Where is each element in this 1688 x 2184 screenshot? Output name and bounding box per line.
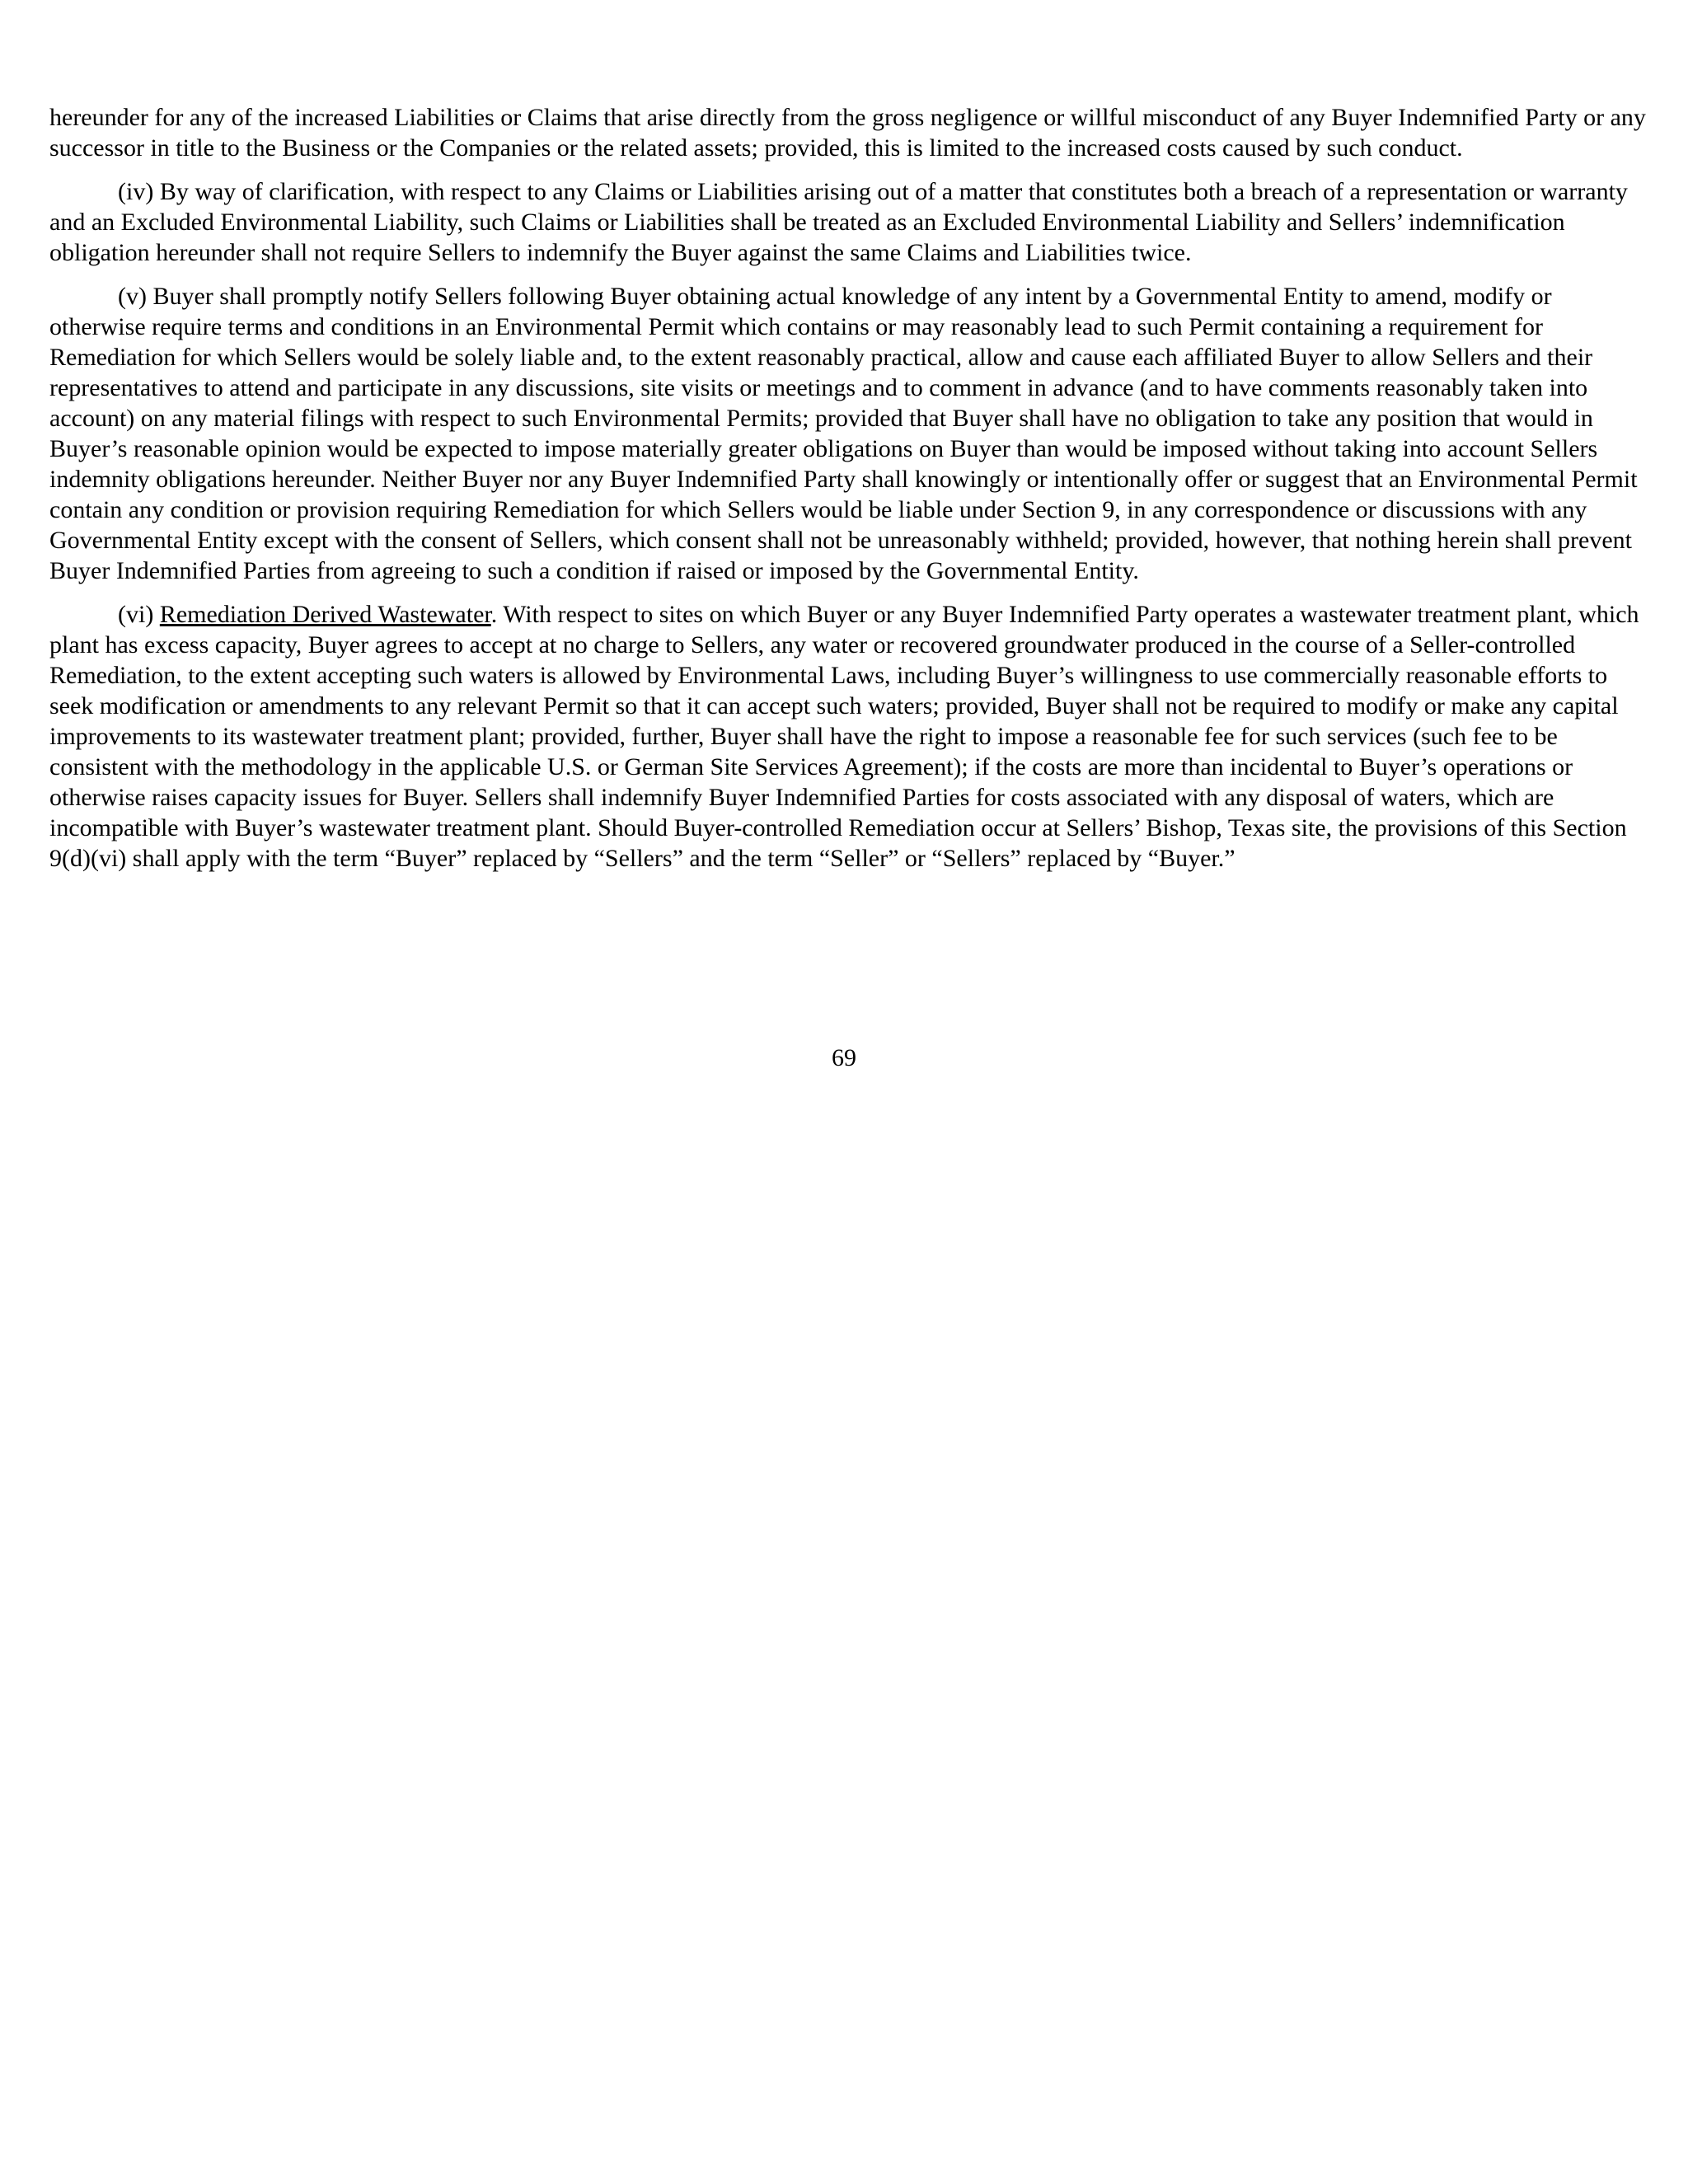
paragraph-vi-body: . With respect to sites on which Buyer or any Buyer Indemnified Party operates a wastewater treatment plant, which plant has excess capacity, Buyer agrees to accept at no charge to Sellers, any water or recovered groundwater produced in the course of a Seller-controlled Remediation, to the extent accepting such waters is allowed by Environmental Laws, including Buyer’s willingness to use commercially reasonable efforts to seek modification or amendments to any relevant Permit so that it can accept such waters; provided, Buyer shall not be required to modify or make any capital improvements to its wastewater treatment plant; provided, further, Buyer shall have the right to impose a reasonable fee for such services (such fee to be consistent with the methodology in the applicable U.S. or German Site Services Agreement); if the costs are more than incidental to Buyer’s operations or otherwise raises capacity issues for Buyer. Sellers shall indemnify Buyer Indemnified Parties for costs associated with any disposal of waters, which are incompatible with Buyer’s wastewater treatment plant. Should Buyer-controlled Remediation occur at Sellers’ Bishop, Texas site, the provisions of this Section 9(d)(vi) shall apply with the term “Buyer” replaced by “Sellers” and the term “Seller” or “Sellers” replaced by “Buyer.” xyxy=(49,601,1639,872)
paragraph-vi xyxy=(49,599,1648,874)
paragraph-iv: (iv) By way of clarification, with respect to any Claims or Liabilities arising out of a matter that constitutes both a breach of a representation or warranty and an Excluded Environmental Liability, such Claims or Liabilities shall be treated as an Excluded Environmental Liability and Sellers’ indemnification obligation hereunder shall not require Sellers to indemnify the Buyer against the same Claims and Liabilities twice. xyxy=(49,178,1628,266)
paragraph-vi-heading: Remediation Derived Wastewater xyxy=(159,601,491,628)
page-number: 69 xyxy=(832,1044,856,1071)
paragraph-continuation: hereunder for any of the increased Liabilities or Claims that arise directly from the gross negligence or willful misconduct of any Buyer Indemnified Party or any successor in title to the Business or the Companies or the related assets; provided, this is limited to the increased costs caused by such conduct. xyxy=(49,104,1646,162)
paragraph-vi-prefix: (vi) xyxy=(118,601,160,628)
document-body xyxy=(49,102,1648,887)
paragraph-v: (v) Buyer shall promptly notify Sellers following Buyer obtaining actual knowledge of any intent by a Governmental Entity to amend, modify or otherwise require terms and conditions in an Environmental Permit which contains or may reasonably lead to such Permit containing a requirement for Remediation for which Sellers would be solely liable and, to the extent reasonably practical, allow and cause each affiliated Buyer to allow Sellers and their representatives to attend and participate in any discussions, site visits or meetings and to comment in advance (and to have comments reasonably taken into account) on any material filings with respect to such Environmental Permits; provided that Buyer shall have no obligation to take any position that would in Buyer’s reasonable opinion would be expected to impose materially greater obligations on Buyer than would be imposed without taking into account Sellers indemnity obligations hereunder. Neither Buyer nor any Buyer Indemnified Party shall knowingly or intentionally offer or suggest that an Environmental Permit contain any condition or provision requiring Remediation for which Sellers would be liable under Section 9, in any correspondence or discussions with any Governmental Entity except with the consent of Sellers, which consent shall not be unreasonably withheld; provided, however, that nothing herein shall prevent Buyer Indemnified Parties from agreeing to such a condition if raised or imposed by the Governmental Entity. xyxy=(49,283,1638,584)
